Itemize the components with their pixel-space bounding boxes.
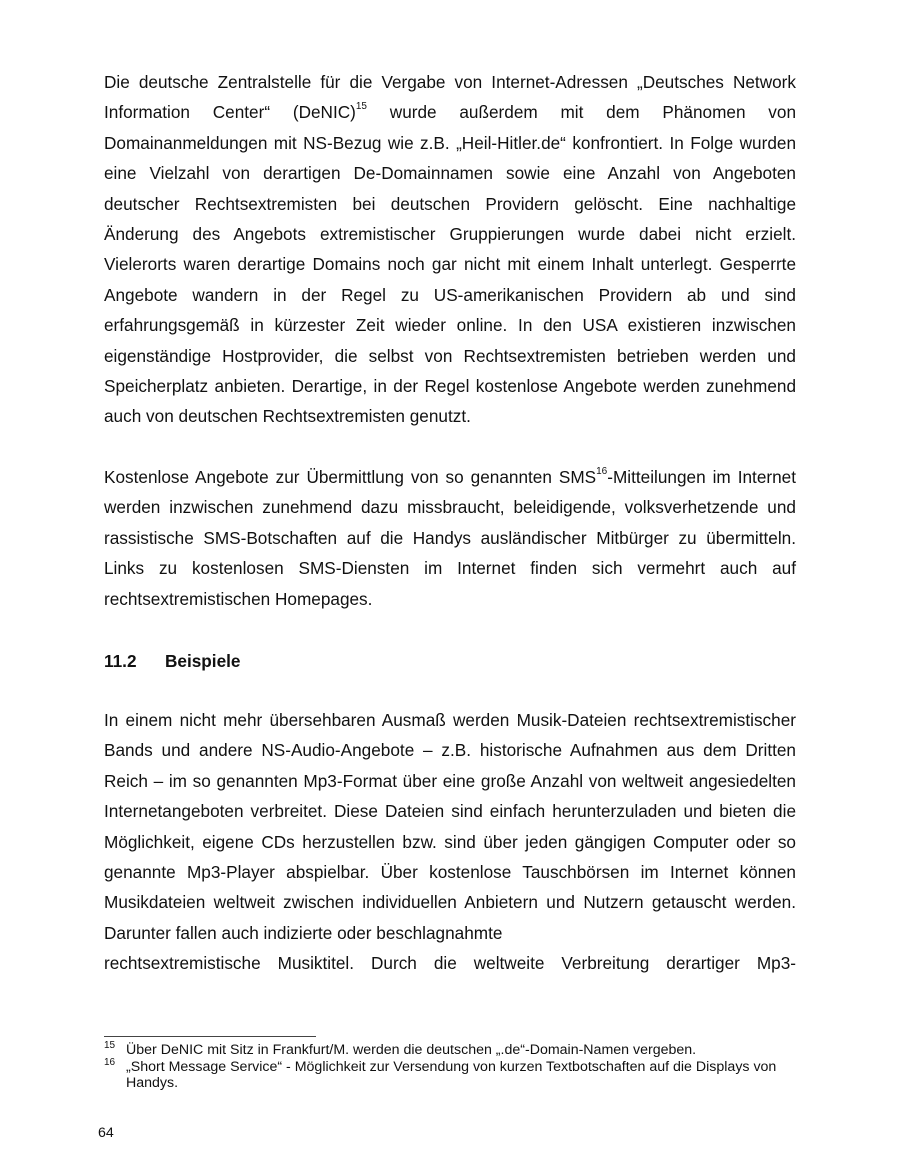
- section-number: 11.2: [104, 651, 137, 671]
- footnote-text: „Short Message Service“ - Möglichkeit zur Versendung von kurzen Textbotschaften auf die Displays von Handys.: [126, 1058, 777, 1092]
- footnote-number: 15: [104, 1040, 116, 1051]
- section-heading: [104, 646, 240, 676]
- paragraph-last-line: rechtsextremistische Musiktitel. Durch die weltweite Verbreitung derartiger Mp3-: [104, 953, 796, 974]
- footnote-text: Über DeNIC mit Sitz in Frankfurt/M. werden die deutschen „.de“-Domain-Namen vergeben.: [126, 1042, 697, 1058]
- footnote-reference-16[interactable]: 16: [596, 466, 608, 477]
- footnotes: [104, 1042, 804, 1092]
- paragraph-text: In einem nicht mehr übersehbaren Ausmaß werden Musik-Dateien rechtsextremistischer Bands und andere NS-Audio-Angebote – z.B. historische Aufnahmen aus dem Dritten Reich – im so genannten Mp3-Format über eine große Anzahl von weltweit angesiedelten Internetangeboten verbreitet. Diese Dateien sind einfach herunterzuladen und bieten die Möglichkeit, eigene CDs herzustellen bzw. sind über jeden gängigen Computer oder so genannte Mp3-Player abspielbar. Über kostenlose Tauschbörsen im Internet können Musikdateien weltweit zwischen individuellen Anbietern und Nutzern getauscht werden. Darunter fallen auch indizierte oder beschlagnahmte: [104, 710, 796, 943]
- paragraph-text: Kostenlose Angebote zur Übermittlung von so genannten SMS: [104, 467, 597, 487]
- paragraph-text: wurde außerdem mit dem Phänomen von Domainanmeldungen mit NS-Bezug wie z.B. „Heil-Hitler.de“ konfrontiert. In Folge wurden eine Vielzahl von derartigen De-Domainnamen sowie eine Anzahl von Angeboten deutscher Rechtsextremisten bei deutschen Providern gelöscht. Eine nachhaltige Änderung des Angebots extremistischer Gruppierungen wurde dabei nicht erzielt. Vielerorts waren derartige Domains noch gar nicht mit einem Inhalt unterlegt. Gesperrte Angebote wandern in der Regel zu US-amerikanischen Providern ab und sind erfahrungsgemäß in kürzester Zeit wieder online. In den USA existieren inzwischen eigenständige Hostprovider, die selbst von Rechtsextremisten betrieben werden und Speicherplatz anbieten. Derartige, in der Regel kostenlose Angebote werden zunehmend auch von deutschen Rechtsextremisten genutzt.: [104, 102, 797, 427]
- paragraph-denic: [104, 67, 796, 432]
- paragraph-sms: [104, 462, 796, 614]
- paragraph-text: -Mitteilungen im Internet werden inzwischen zunehmend dazu missbraucht, beleidigende, volksverhetzende und rassistische SMS-Botschaften auf die Handys ausländischer Mitbürger zu übermitteln. Links zu kostenlosen SMS-Diensten im Internet finden sich vermehrt auch auf rechtsextremistischen Homepages.: [104, 467, 797, 609]
- footnote-15: [104, 1042, 804, 1059]
- section-title: Beispiele: [165, 651, 241, 671]
- footnote-number: 16: [104, 1056, 116, 1068]
- footnote-16: [104, 1056, 804, 1092]
- footnote-separator: [104, 1036, 316, 1037]
- footnote-reference-15[interactable]: 15: [355, 101, 367, 113]
- page-number: 64: [98, 1125, 114, 1141]
- paragraph-text: Die deutsche Zentralstelle für die Vergabe von Internet-Adressen „Deutsches Network Information Center“ (DeNIC): [104, 72, 796, 123]
- paragraph-mp3: [104, 705, 796, 979]
